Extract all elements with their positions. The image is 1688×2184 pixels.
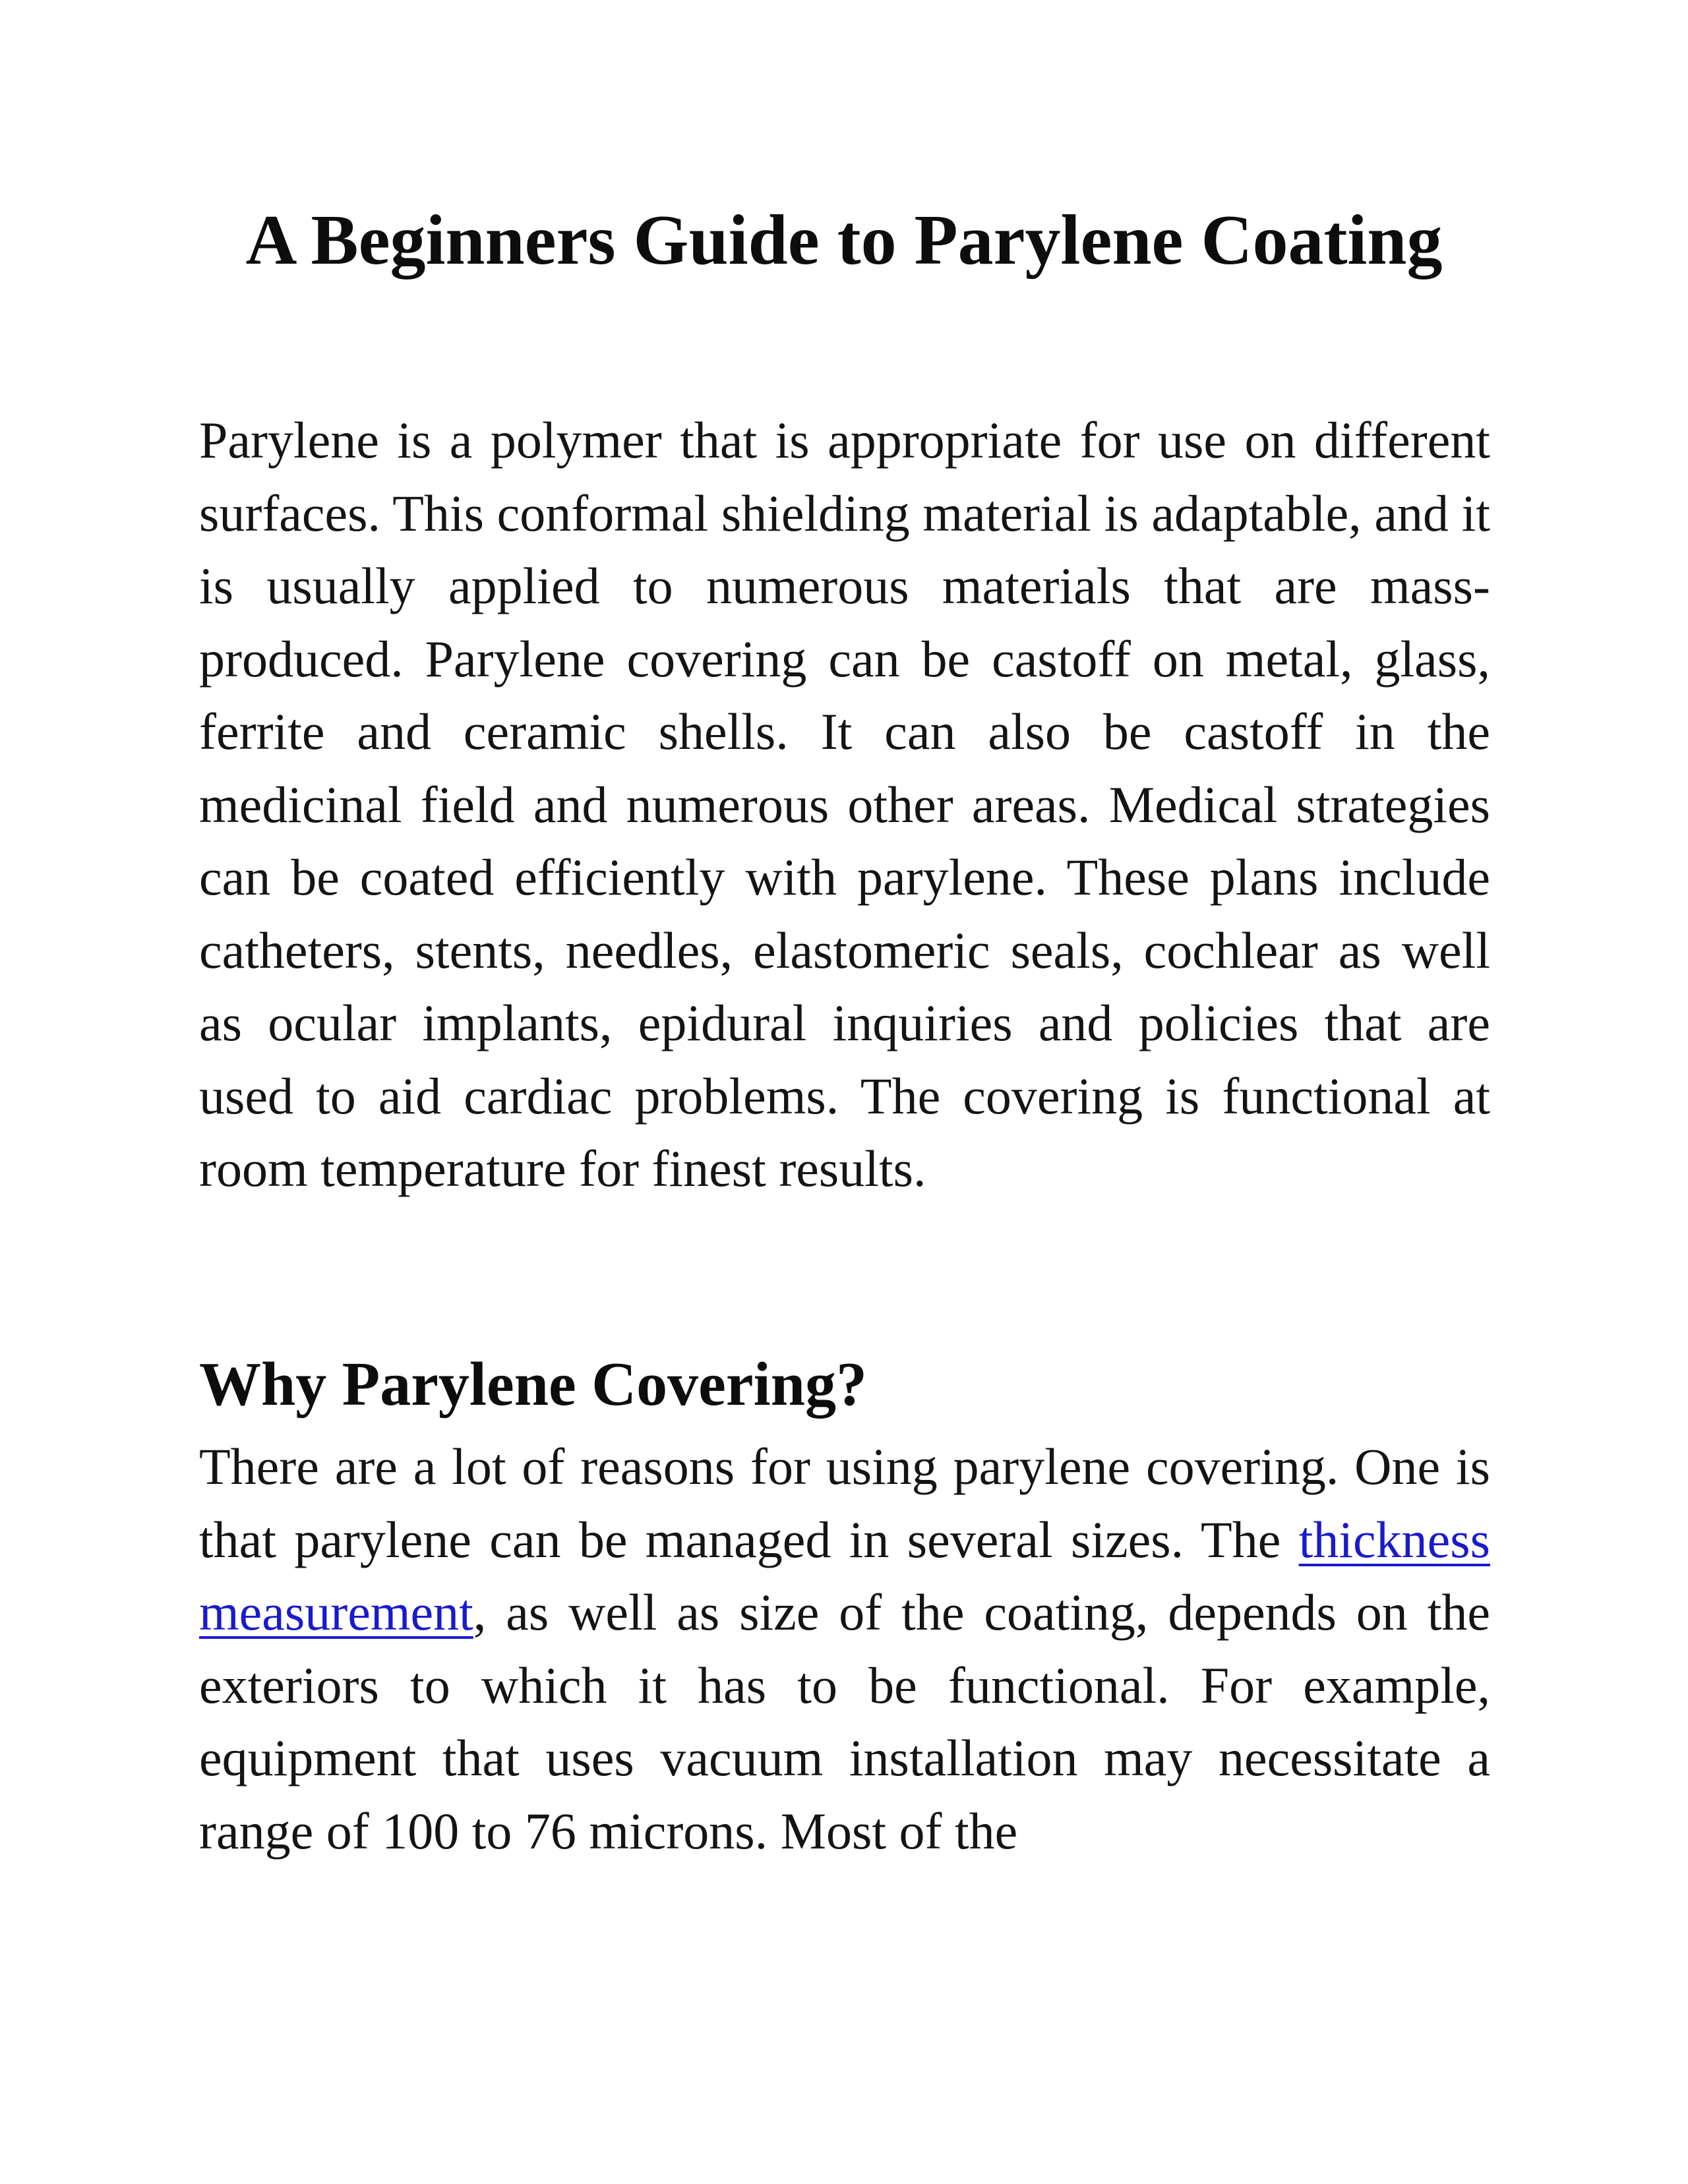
thickness-measurement-link[interactable]: thickness measurement bbox=[199, 1510, 1490, 1641]
section-text-before-link: There are a lot of reasons for using parylene covering. One is that parylene can be managed in several sizes. The bbox=[199, 1438, 1490, 1568]
section-paragraph bbox=[199, 1431, 1490, 1868]
document-title: A Beginners Guide to Parylene Coating bbox=[245, 201, 1443, 280]
section-heading: Why Parylene Covering? bbox=[199, 1350, 867, 1419]
intro-paragraph: Parylene is a polymer that is appropriate for use on different surfaces. This conformal shielding material is adaptable, and it is usually applied to numerous materials that are mass-produced. Parylene covering can be castoff on metal, glass, ferrite and ceramic shells. It can also be castoff in the medicinal field and numerous other areas. Medical strategies can be coated efficiently with parylene. These plans include catheters, stents, needles, elastomeric seals, cochlear as well as ocular implants, epidural inquiries and policies that are used to aid cardiac problems. The covering is functional at room temperature for finest results. bbox=[199, 411, 1490, 1197]
section-text-after-link: , as well as size of the coating, depends on the exteriors to which it has to be functional. For example, equipment that uses vacuum installation may necessitate a range of 100 to 76 microns. Most of the bbox=[199, 1583, 1490, 1860]
